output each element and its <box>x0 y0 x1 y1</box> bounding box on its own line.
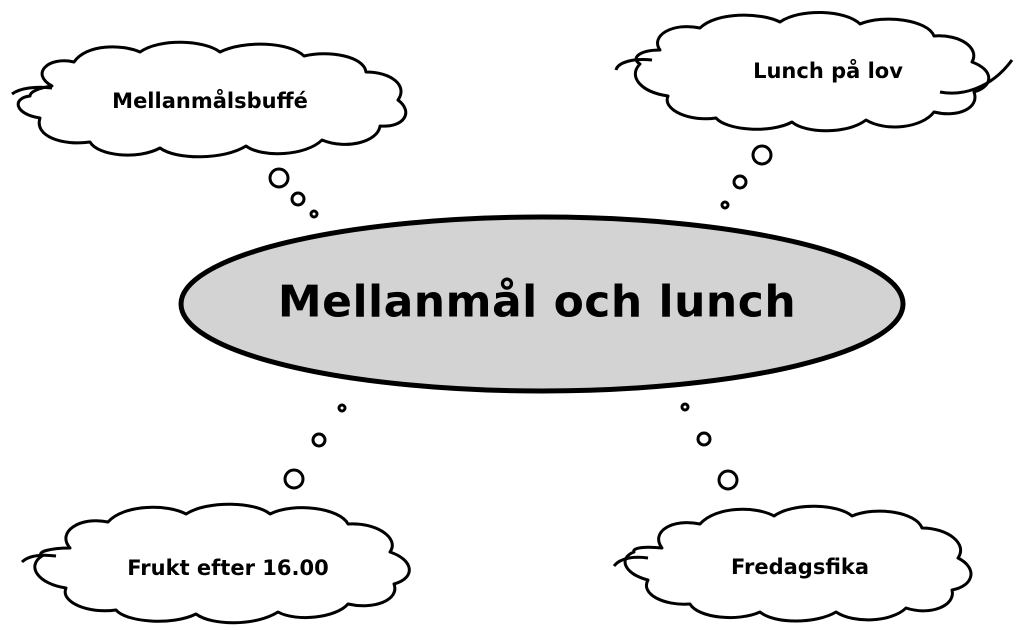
cloud-label-bottom-left: Frukt efter 16.00 <box>127 556 329 580</box>
bubble-large <box>285 470 303 488</box>
bubble-trail-bottom-right <box>682 404 737 489</box>
bubble-small <box>722 202 728 208</box>
bubble-medium <box>313 434 325 446</box>
bubble-large <box>270 169 288 187</box>
bubble-small <box>311 211 317 217</box>
center-title: Mellanmål och lunch <box>277 276 797 328</box>
cloud-label-bottom-right: Fredagsfika <box>730 555 870 579</box>
bubble-trail-top-left <box>270 169 317 217</box>
bubble-small <box>339 405 345 411</box>
bubble-trail-top-right <box>722 146 771 208</box>
cloud-label-top-left: Mellanmålsbuffé <box>112 89 308 113</box>
bubble-small <box>682 404 688 410</box>
bubble-large <box>753 146 771 164</box>
bubble-medium <box>698 433 710 445</box>
bubble-medium <box>292 193 304 205</box>
cloud-label-top-right: Lunch på lov <box>753 59 903 83</box>
bubble-trail-bottom-left <box>285 405 345 488</box>
bubble-large <box>719 471 737 489</box>
bubble-medium <box>734 176 746 188</box>
